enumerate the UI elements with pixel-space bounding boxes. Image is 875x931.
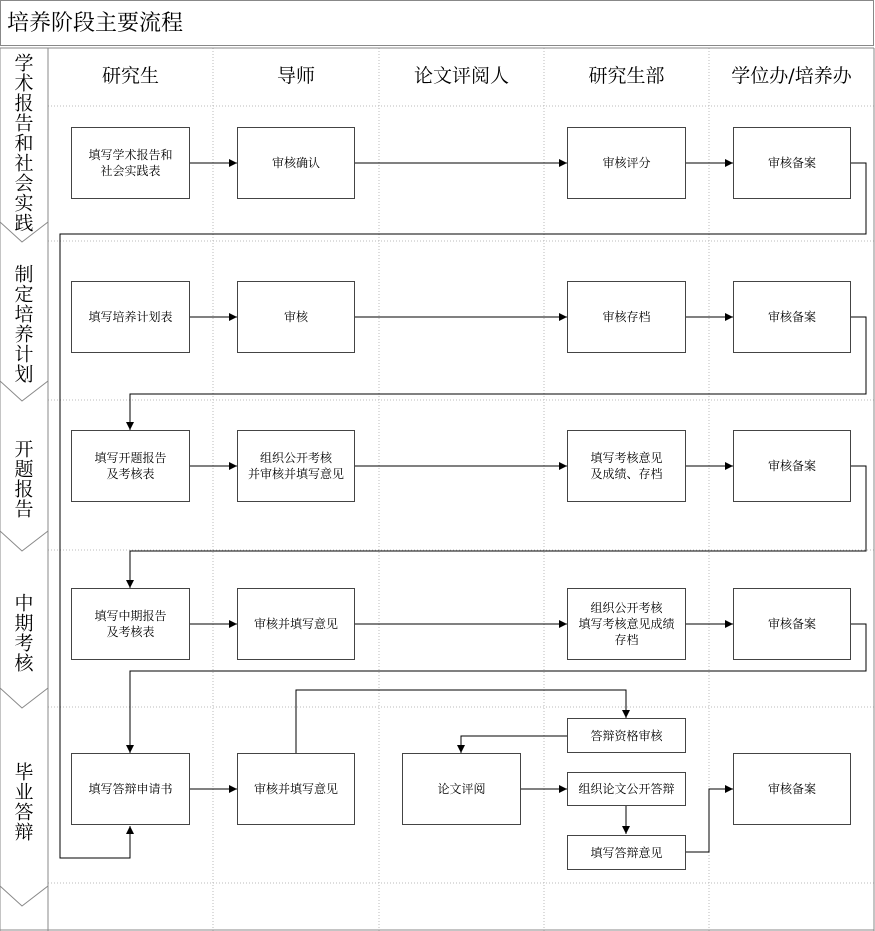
col-header-advisor: 导师	[276, 65, 315, 87]
step-advisor-review-opinion: 审核并填写意见	[237, 753, 355, 825]
step-student-midterm-report: 填写中期报告 及考核表	[71, 588, 190, 660]
step-grad-office-organize-defense: 组织论文公开答辩	[567, 772, 686, 806]
step-advisor-confirm: 审核确认	[237, 127, 355, 199]
step-reviewer-thesis-review: 论文评阅	[402, 753, 521, 825]
lane-label-midterm	[0, 560, 46, 705]
step-grad-office-archive: 审核存档	[567, 281, 686, 353]
lane-label-academic-report	[0, 48, 46, 238]
step-degree-office-record: 审核备案	[733, 430, 851, 502]
step-degree-office-record: 审核备案	[733, 588, 851, 660]
step-student-defense-application: 填写答辩申请书	[71, 753, 190, 825]
col-header-reviewer: 论文评阅人	[413, 65, 509, 87]
lane-label-text: 中期考核	[11, 592, 34, 673]
step-student-academic-report: 填写学术报告和 社会实践表	[71, 127, 190, 199]
step-degree-office-record: 审核备案	[733, 127, 851, 199]
step-advisor-public-assessment: 组织公开考核 并审核并填写意见	[237, 430, 355, 502]
step-advisor-review-opinion: 审核并填写意见	[237, 588, 355, 660]
step-grad-office-defense-qualification: 答辩资格审核	[567, 718, 686, 753]
step-degree-office-record: 审核备案	[733, 281, 851, 353]
lane-label-text: 毕业答辩	[11, 762, 34, 842]
col-header-student: 研究生	[101, 65, 159, 87]
step-grad-office-assessment-opinion: 填写考核意见 及成绩、存档	[567, 430, 686, 502]
lane-label-defense	[0, 718, 46, 886]
step-student-training-plan: 填写培养计划表	[71, 281, 190, 353]
lane-label-training-plan	[0, 250, 46, 398]
step-grad-office-public-assessment: 组织公开考核 填写考核意见成绩 存档	[567, 588, 686, 660]
step-grad-office-defense-opinion: 填写答辩意见	[567, 835, 686, 870]
step-advisor-review: 审核	[237, 281, 355, 353]
step-degree-office-record: 审核备案	[733, 753, 851, 825]
page-title: 培养阶段主要流程	[0, 0, 874, 46]
col-header-grad-office: 研究生部	[588, 65, 665, 87]
step-student-proposal-form: 填写开题报告 及考核表	[71, 430, 190, 502]
step-grad-office-score: 审核评分	[567, 127, 686, 199]
lane-label-text: 学术报告和社会实践	[11, 53, 34, 233]
col-header-degree-office: 学位办/培养办	[731, 65, 852, 87]
lane-label-text: 制定培养计划	[11, 264, 34, 384]
lane-label-proposal	[0, 410, 46, 548]
lane-label-text: 开题报告	[11, 439, 34, 519]
